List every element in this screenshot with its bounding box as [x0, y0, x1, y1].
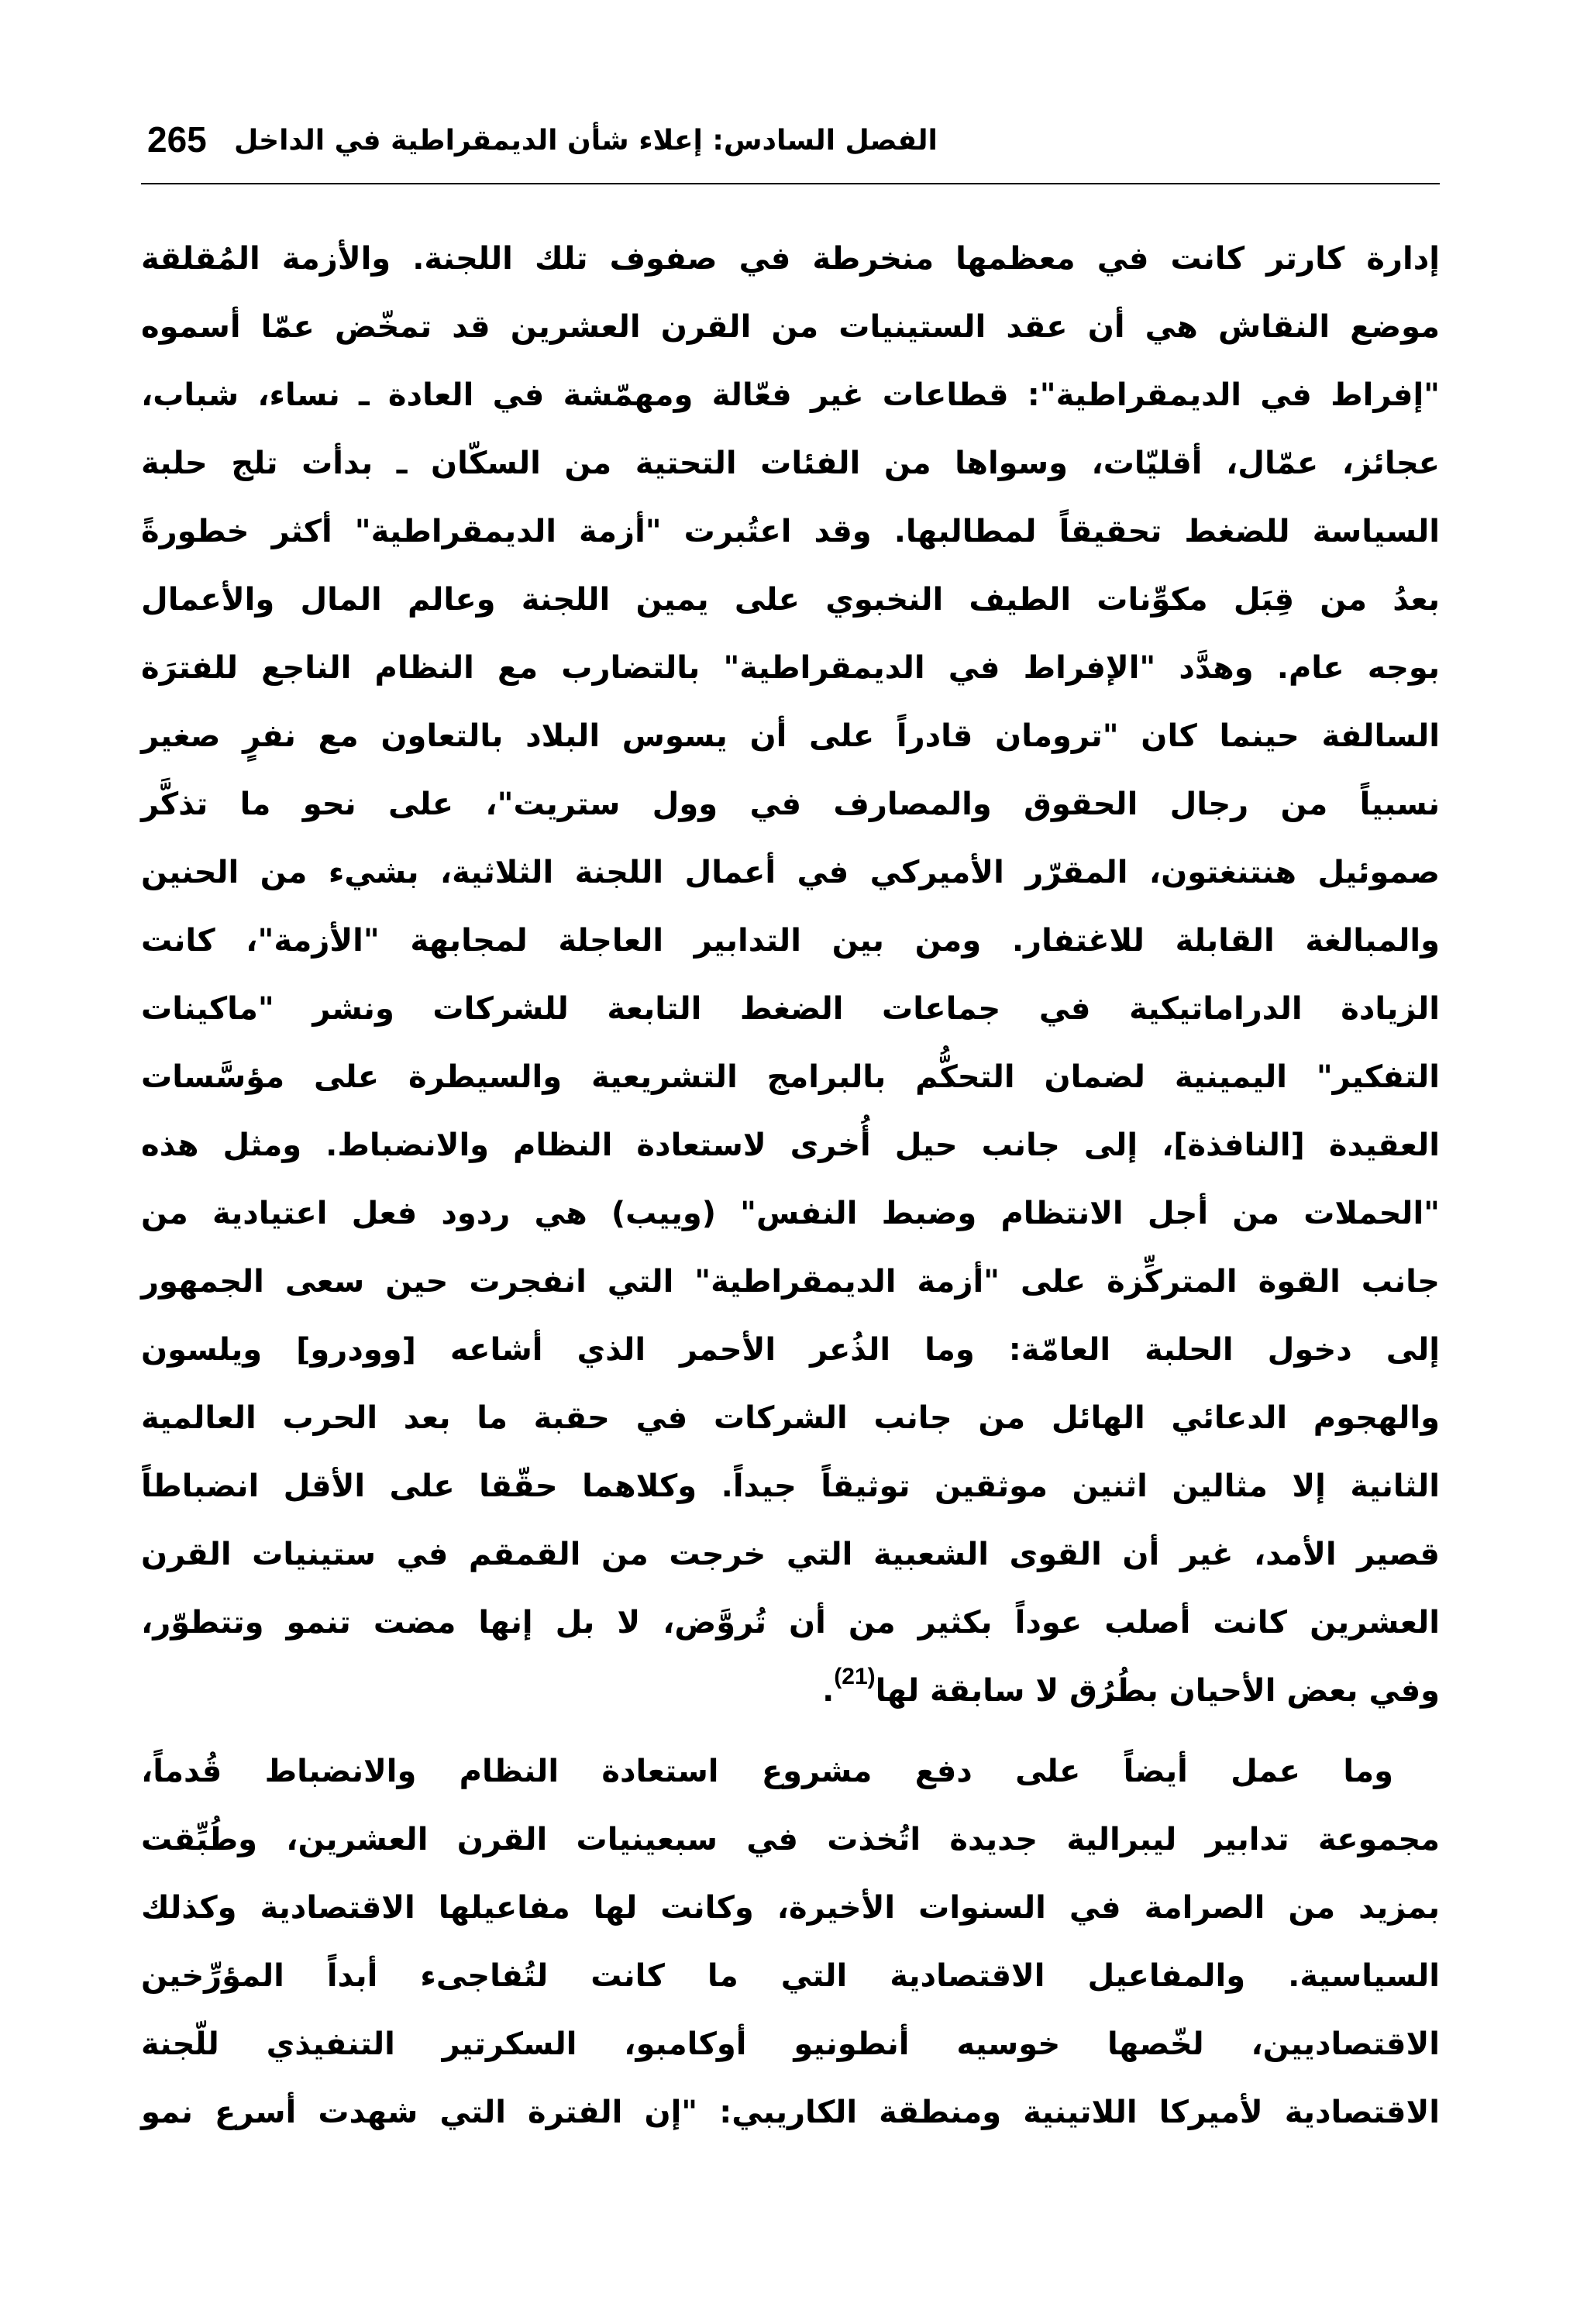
- paragraph-1: [141, 225, 1440, 1725]
- header-rule: [141, 183, 1440, 184]
- page-header: [141, 116, 1440, 170]
- text-line: بمزيد من الصرامة في السنوات الأخيرة، وكانت لها مفاعيلها الاقتصادية وكذلك: [141, 1890, 1440, 1926]
- text-line: العقيدة [النافذة]، إلى جانب حيل أُخرى لاستعادة النظام والانضباط. ومثل هذه: [141, 1128, 1440, 1163]
- text-line: وما عمل أيضاً على دفع مشروع استعادة النظام والانضباط قُدماً،: [141, 1754, 1393, 1789]
- text-line-content: وفي بعض الأحيان بطُرُق لا سابقة لها: [875, 1673, 1440, 1709]
- text-line: جانب القوة المتركِّزة على "أزمة الديمقراطية" التي انفجرت حين سعى الجمهور: [141, 1264, 1440, 1300]
- page-number: 265: [147, 119, 207, 160]
- text-line: موضع النقاش هي أن عقد الستينيات من القرن العشرين قد تمخّض عمّا أسموه: [141, 309, 1440, 345]
- text-line: العشرين كانت أصلب عوداً بكثير من أن تُروَّض، لا بل إنها مضت تنمو وتتطوّر،: [141, 1605, 1440, 1641]
- paragraph-2: [141, 1737, 1440, 2147]
- text-line: إدارة كارتر كانت في معظمها منخرطة في صفوف تلك اللجنة. والأزمة المُقلقة: [141, 241, 1440, 277]
- text-line: بوجه عام. وهدَّد "الإفراط في الديمقراطية" بالتضارب مع النظام الناجع للفترَة: [141, 650, 1440, 686]
- text-line: مجموعة تدابير ليبرالية جديدة اتُخذت في سبعينيات القرن العشرين، وطُبِّقت: [141, 1822, 1440, 1857]
- text-line: التفكير" اليمينية لضمان التحكُّم بالبرامج التشريعية والسيطرة على مؤسَّسات: [141, 1059, 1440, 1095]
- text-line: الاقتصاديين، لخّصها خوسيه أنطونيو أوكامبو، السكرتير التنفيذي للّجنة: [141, 2026, 1440, 2062]
- text-line: بعدُ من قِبَل مكوِّنات الطيف النخبوي على يمين اللجنة وعالم المال والأعمال: [141, 582, 1440, 618]
- text-line: عجائز، عمّال، أقليّات، وسواها من الفئات التحتية من السكّان ـ بدأت تلج حلبة: [141, 446, 1440, 481]
- paragraph-gap: [141, 1725, 1440, 1737]
- text-line: "الحملات من أجل الانتظام وضبط النفس" (وييب) هي ردود فعل اعتيادية من: [141, 1196, 1440, 1231]
- footnote-ref[interactable]: (21): [834, 1664, 876, 1689]
- text-line: إلى دخول الحلبة العامّة: وما الذُعر الأحمر الذي أشاعه [وودرو] ويلسون: [141, 1332, 1440, 1368]
- text-line: الاقتصادية لأميركا اللاتينية ومنطقة الكاريبي: "إن الفترة التي شهدت أسرع نمو: [141, 2095, 1440, 2130]
- text-line: نسبياً من رجال الحقوق والمصارف في وول ستريت"، على نحو ما تذكَّر: [141, 787, 1440, 822]
- text-line: الثانية إلا مثالين اثنين موثقين توثيقاً جيداً. وكلاهما حقّقا على الأقل انضباطاً: [141, 1468, 1440, 1504]
- text-line: السالفة حينما كان "ترومان قادراً على أن يسوس البلاد بالتعاون مع نفرٍ صغير: [141, 718, 1440, 754]
- running-head: الفصل السادس: إعلاء شأن الديمقراطية في الداخل: [234, 125, 938, 157]
- text-line: والهجوم الدعائي الهائل من جانب الشركات في حقبة ما بعد الحرب العالمية: [141, 1400, 1440, 1436]
- text-line: والمبالغة القابلة للاغتفار. ومن بين التدابير العاجلة لمجابهة "الأزمة"، كانت: [141, 923, 1440, 959]
- text-line: صموئيل هنتنغتون، المقرّر الأميركي في أعمال اللجنة الثلاثية، بشيء من الحنين: [141, 855, 1440, 890]
- text-line-last: [141, 1657, 1440, 1725]
- body-text: [141, 225, 1440, 2147]
- text-line: السياسة للضغط تحقيقاً لمطالبها. وقد اعتُبرت "أزمة الديمقراطية" أكثر خطورةً: [141, 514, 1440, 549]
- text-line: السياسية. والمفاعيل الاقتصادية التي ما كانت لتُفاجىء أبداً المؤرِّخين: [141, 1958, 1440, 1994]
- text-line: "إفراط في الديمقراطية": قطاعات غير فعّالة ومهمّشة في العادة ـ نساء، شباب،: [141, 377, 1440, 413]
- text-line: قصير الأمد، غير أن القوى الشعبية التي خرجت من القمقم في ستينيات القرن: [141, 1537, 1440, 1572]
- text-line: الزيادة الدراماتيكية في جماعات الضغط التابعة للشركات ونشر "ماكينات: [141, 991, 1440, 1027]
- end-punctuation: .: [822, 1673, 835, 1709]
